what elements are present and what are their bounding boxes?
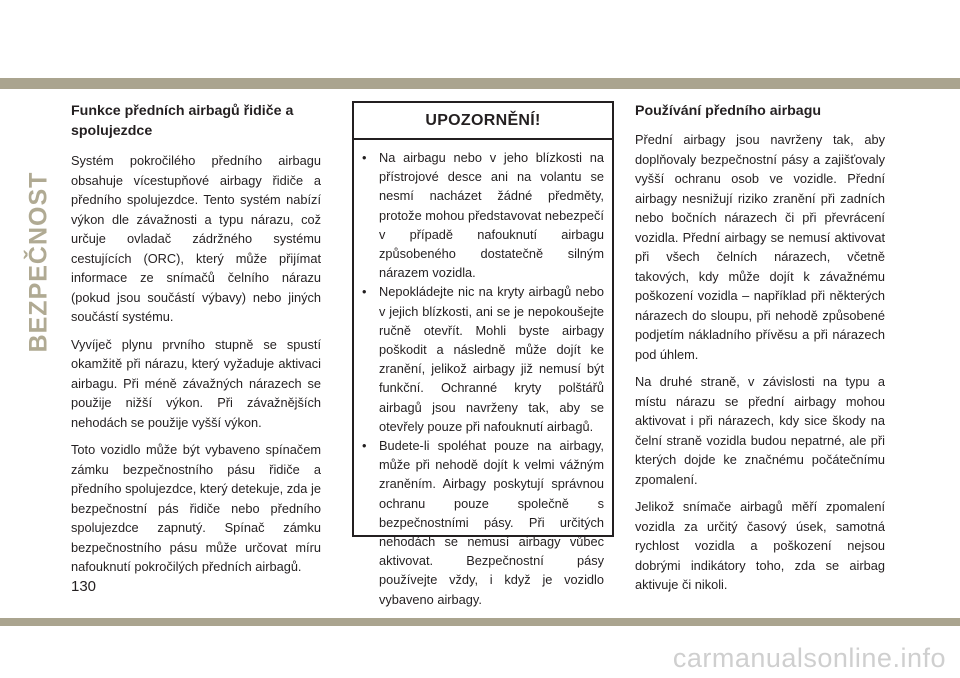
left-paragraph: Vyvíječ plynu prvního stupně se spustí okamžitě při nárazu, který vyžaduje aktivaci airbagu. Při méně závažných nárazech se použije nižší výkon. Při závažnějších nehodách se použije vyšší výkon.: [71, 336, 321, 430]
left-paragraph: Systém pokročilého předního airbagu obsahuje vícestupňové airbagy řidiče a předního spolujezdce. Tento systém nabízí výkon dle závažnosti a typu nárazu, což určuje ovladač zádržného systému cestujících (ORC), který může přijímat informace ze snímačů čelního nárazu (pokud jsou součástí výbavy) nebo jiných součástí systému.: [71, 153, 321, 324]
left-paragraph: Toto vozidlo může být vybaveno spínačem zámku bezpečnostního pásu řidiče a předního spolujezdce, který detekuje, zda je bezpečnostní pás řidiče nebo předního spolujezdce zapnutý. Spínač zámku bezpečnostního pásu může určovat míru nafouknutí pokročilých předních airbagů.: [71, 442, 321, 574]
header-band: [0, 0, 960, 93]
warning-list: [354, 140, 612, 609]
header-bar: [0, 78, 960, 89]
bullet-icon: •: [362, 438, 367, 454]
right-column: [635, 101, 885, 603]
warning-item-text: Budete-li spoléhat pouze na airbagy, může při nehodě dojít k velmi vážným zraněním. Airbagy poskytují správnou ochranu pouze společně s bezpečnostními pásy. Při určitých nehodách se nemusí airbagy vůbec aktivovat. Bezpečnostní pásy používejte vždy, i když je vozidlo vybaveno airbagy.: [379, 438, 604, 607]
warning-box: [352, 101, 614, 607]
right-paragraph: Přední airbagy jsou navrženy tak, aby doplňovaly bezpečnostní pásy a zajišťovaly vyšší ochranu osob ve vozidle. Přední airbagy nesnižují riziko zranění při zadních nebo bočních nárazech či při převrácení vozidla. Přední airbagy se nemusí aktivovat při všech čelních nárazech, včetně takových, kdy může dojít k závažnému poškození vozidla – například při některých nárazech do sloupu, při nehodě způsobené podjetím nákladního přívěsu a při nárazech pod úhlem.: [635, 132, 885, 362]
page-number: 130: [71, 578, 97, 595]
warning-title: UPOZORNĚNÍ!: [354, 103, 612, 140]
right-paragraph: Jelikož snímače airbagů měří zpomalení vozidla za určitý časový úsek, samotná rychlost vozidla a poškození nejsou dobrými indikátory toho, zda se airbag aktivuje či nikoli.: [635, 499, 885, 592]
warning-item-text: Nepokládejte nic na kryty airbagů nebo v jejich blízkosti, ani se je nepokoušejte ručně otevřít. Mohli byste airbagy poškodit a následně může dojít ke zranění, jelikož airbagy již nemusí být funkční. Ochranné kryty polštářů airbagů jsou navrženy tak, aby se otevřely pouze při nafouknutí airbagů.: [379, 284, 604, 434]
bullet-icon: •: [362, 150, 367, 165]
warning-item: [360, 148, 604, 282]
bullet-icon: •: [362, 284, 367, 300]
warning-item: [360, 282, 604, 436]
right-paragraph: Na druhé straně, v závislosti na typu a místu nárazu se přední airbagy mohou aktivovat i při nárazech, kdy sice škody na čelní straně vozidla budou nepatrné, ale při kterých dojde ke značnému počátečnímu zpomalení.: [635, 374, 885, 487]
right-heading: Používání předního airbagu: [635, 103, 822, 119]
left-heading: Funkce předních airbagů řidiče a spolujezdce: [71, 103, 294, 139]
watermark: carmanualsonline.info: [672, 643, 946, 673]
section-side-label-text: BEZPEČNOST: [24, 171, 53, 353]
warning-item: [360, 436, 604, 609]
left-column: [71, 101, 321, 585]
warning-item-text: Na airbagu nebo v jeho blízkosti na přístrojové desce ani na volantu se nesmí nacházet žádné předměty, protože mohou představovat nebezpečí v případě nafouknutí airbagu způsobeného dostatečně silným nárazem vozidla.: [379, 150, 604, 281]
footer-bar: [0, 618, 960, 626]
